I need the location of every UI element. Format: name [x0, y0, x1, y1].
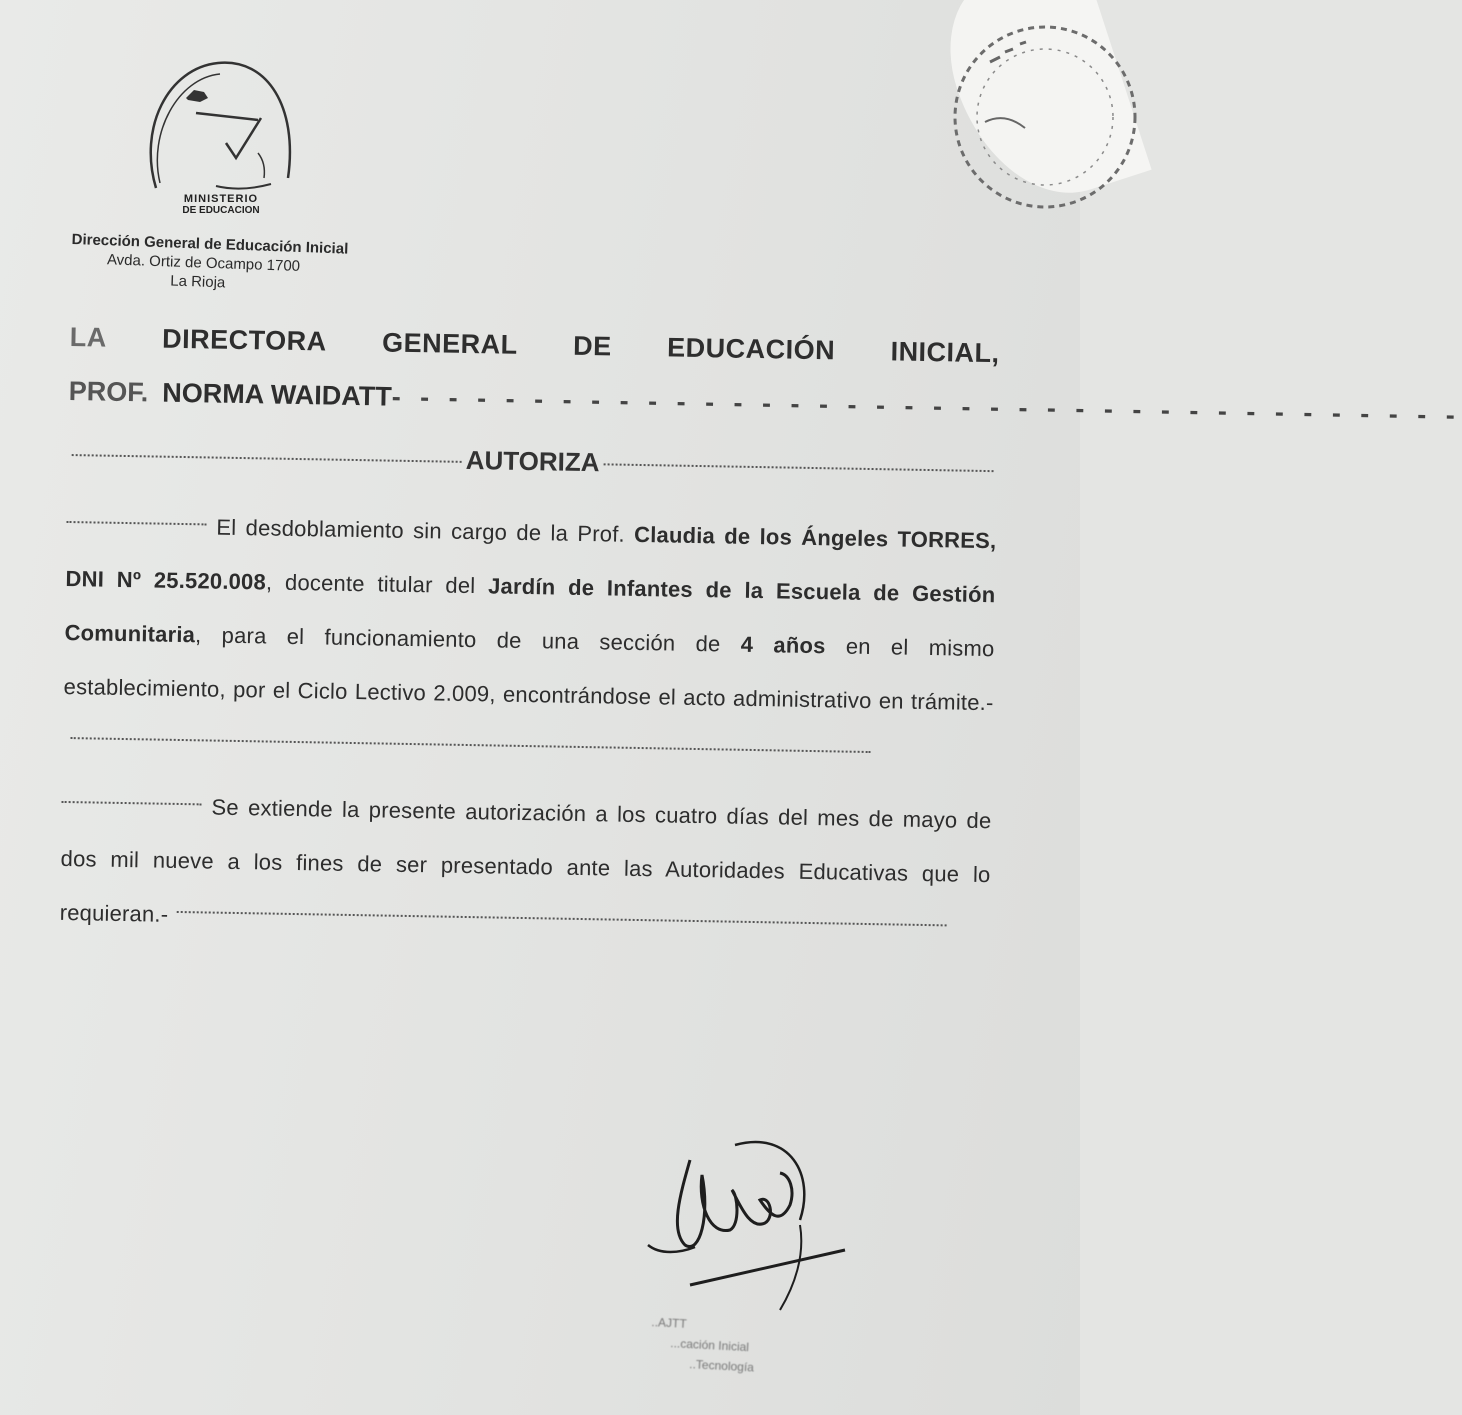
teacher-name: Claudia de los Ángeles TORRES, DNI Nº 25.520.008 [65, 521, 997, 595]
paragraph-text: , para el funcionamiento de una sección de [194, 622, 721, 657]
dotted-filler [72, 454, 462, 463]
dotted-filler [176, 911, 946, 926]
round-stamp-seal [945, 22, 1115, 197]
signature-stamp-text [609, 1310, 812, 1380]
section-age: 4 años [740, 631, 826, 659]
stamp-line: ...cación Inicial [669, 1336, 750, 1355]
handwritten-signature [640, 1135, 850, 1320]
city-name: La Rioja [169, 272, 226, 292]
dotted-filler [71, 737, 871, 753]
ministry-line-2: DE EDUCACION [182, 205, 260, 216]
document-body [59, 322, 1462, 956]
filler-dashes: - - - - - - - - - - - - - - - - - - - - - - - - - - - - - - - - - - - - - - [391, 381, 1462, 431]
paragraph-text: El desdoblamiento sin cargo de la Prof. [216, 514, 626, 547]
title-word: DE [572, 330, 612, 362]
action-word: AUTORIZA [465, 444, 600, 478]
dotted-filler [62, 801, 202, 805]
letterhead-address [70, 230, 402, 298]
title-word: GENERAL [381, 327, 518, 360]
dotted-filler [66, 521, 206, 525]
school-name: Jardín de Infantes de la Escuela de Gestión Comunitaria [64, 573, 996, 648]
title-word: LA [69, 322, 107, 353]
stamp-line: ..AJTT [651, 1315, 688, 1331]
street-address: Avda. Ortiz de Ocampo 1700 [106, 251, 301, 275]
director-name: NORMA WAIDATT [162, 377, 392, 412]
office-name: Dirección General de Educación Inicial [71, 230, 349, 258]
authorization-paragraph [62, 498, 997, 784]
stamp-line: ..Tecnología [688, 1357, 755, 1375]
ministry-line-1: MINISTERIO [183, 193, 259, 205]
ministry-logo [138, 58, 303, 198]
paragraph-text: Se extiende la presente autorización a los cuatro días del mes de mayo de dos mil nueve a los fines de ser presentado ante las Autoridades Educativas que lo requieran.- [59, 794, 992, 927]
paragraph-text: en el mismo establecimiento, por el Ciclo Lectivo 2.009, encontrándose el acto administrativo en trámite.- [63, 633, 995, 716]
title-word: EDUCACIÓN [666, 332, 836, 366]
title-word: INICIAL, [890, 336, 1000, 369]
paragraph-text: , docente titular del [265, 569, 476, 599]
title-word: DIRECTORA [161, 323, 327, 357]
ministry-name [166, 194, 276, 216]
dotted-filler [604, 463, 994, 472]
title-prefix: PROF. [68, 375, 149, 408]
issuance-paragraph [59, 778, 992, 956]
